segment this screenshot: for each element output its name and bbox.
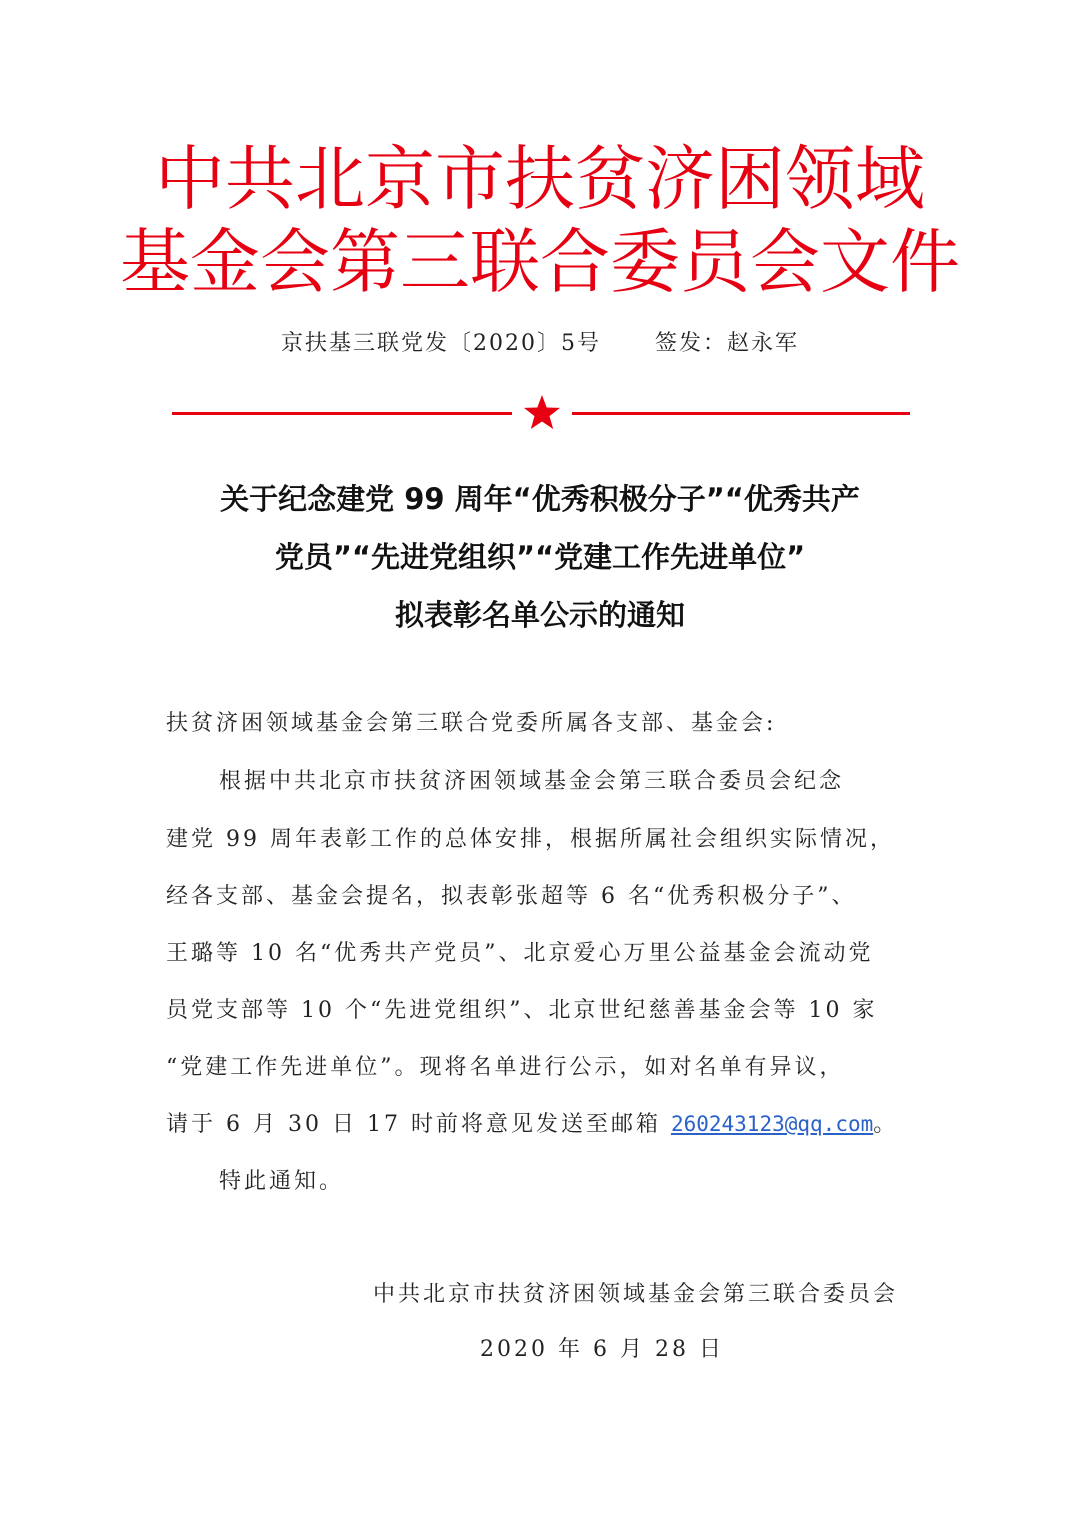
signature-date: 2020 年 6 月 28 日 — [480, 1337, 724, 1362]
body-paragraph-line: 经各支部、基金会提名，拟表彰张超等 6 名“优秀积极分子”、 — [166, 884, 857, 909]
red-divider-right — [572, 412, 910, 415]
salutation: 扶贫济困领域基金会第三联合党委所属各支部、基金会: — [166, 711, 777, 736]
body-paragraph-line: 根据中共北京市扶贫济困领域基金会第三联合委员会纪念 — [219, 769, 845, 794]
document-number-line — [0, 324, 1080, 364]
closing-text: 特此通知。 — [219, 1169, 345, 1194]
body-paragraph-line: 王璐等 10 名“优秀共产党员”、北京爱心万里公益基金会流动党 — [166, 941, 874, 966]
notice-title-line2: 党员”“先进党组织”“党建工作先进单位” — [274, 540, 806, 574]
body-paragraph-line: 建党 99 周年表彰工作的总体安排，根据所属社会组织实际情况， — [166, 827, 895, 852]
deadline-text: 请于 6 月 30 日 17 时前将意见发送至邮箱 — [166, 1112, 671, 1137]
signatory: 签发：赵永军 — [654, 331, 799, 356]
signature-organization: 中共北京市扶贫济困领域基金会第三联合委员会 — [372, 1282, 898, 1307]
star-icon — [522, 392, 562, 432]
line-end-punctuation: 。 — [873, 1112, 899, 1137]
document-number: 京扶基三联党发〔2020〕5号 — [280, 331, 601, 356]
red-header-title-line1: 中共北京市扶贫济困领域 — [155, 138, 925, 220]
red-header-title-line2: 基金会第三联合委员会文件 — [120, 221, 960, 303]
notice-title-line3: 拟表彰名单公示的通知 — [394, 598, 685, 632]
body-paragraph-line: 员党支部等 10 个“先进党组织”、北京世纪慈善基金会等 10 家 — [166, 998, 878, 1023]
body-paragraph-line: “党建工作先进单位”。现将名单进行公示，如对名单有异议， — [166, 1055, 845, 1080]
body-paragraph-last-line — [166, 1104, 916, 1145]
notice-title-line1: 关于纪念建党 99 周年“优秀积极分子”“优秀共产 — [220, 482, 860, 516]
email-link[interactable]: 260243123@qq.com — [670, 1112, 874, 1136]
red-divider-left — [172, 412, 512, 415]
